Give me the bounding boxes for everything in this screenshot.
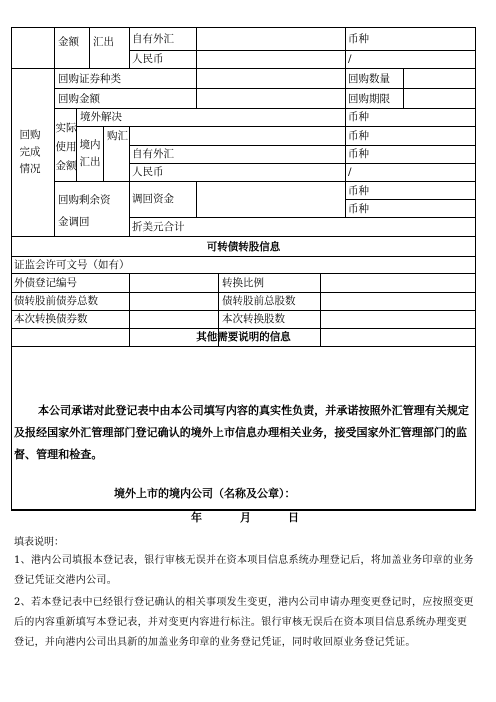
rule: [129, 163, 476, 164]
conversion-ratio-label: 转换比例: [222, 277, 264, 289]
buyback-term-label: 回购期限: [348, 93, 390, 105]
rule: [54, 181, 476, 182]
other-info-title: 其他需要说明的信息: [196, 331, 291, 343]
slash-mark: /: [348, 166, 352, 178]
company-seal-label: 境外上市的境内公司（名称及公章）：: [114, 487, 296, 500]
usd-total-label: 折美元合计: [132, 221, 185, 233]
declaration-text: 本公司承诺对此登记表中由本公司填写内容的真实性负责，并承诺按照外汇管理有关规定及报经国家外汇管理部门登记确认的境外上市信息办理相关业务，接受国家外汇管理部门的监督、管理和检查。: [14, 404, 469, 461]
currency-label: 币种: [348, 185, 369, 197]
rule: [345, 68, 346, 217]
currency-label: 币种: [348, 203, 369, 215]
date-day-label: 日: [288, 511, 299, 524]
other-info-field[interactable]: [12, 347, 475, 397]
purchase-fx-label: 购汇: [107, 130, 128, 142]
rule: [11, 236, 476, 237]
rmb-label: 人民币: [132, 53, 164, 65]
instruction-item-1: 1、港内公司填报本登记表，银行审核无误并在资本项目信息系统办理登记后，将加盖业务印章的业务登记凭证交港内公司。: [14, 555, 474, 586]
rule: [129, 126, 130, 236]
remaining-funds-label: 回购剩余资 金调回: [58, 194, 111, 228]
own-fx-label: 自有外汇: [132, 33, 174, 45]
shares-this-time-label: 本次转换股数: [222, 313, 285, 325]
buyback-quantity-label: 回购数量: [348, 73, 390, 85]
currency-label: 币种: [348, 148, 369, 160]
rule: [129, 50, 475, 51]
actual-use-amount-label: 实际 使用 金额: [55, 122, 77, 172]
rule: [403, 68, 404, 108]
table-border-right: [475, 27, 476, 510]
rule: [11, 273, 476, 274]
rule: [196, 68, 197, 108]
date-year-label: 年: [191, 511, 202, 524]
shares-before-label: 债转股前总股数: [222, 295, 296, 307]
rule: [345, 27, 346, 68]
instruction-item-2: 2、若本登记表中已经银行登记确认的相关事项发生变更，港内公司申请办理变更登记时，应按照变更后的内容重新填写本登记表，并对变更内容进行标注。银行审核无误后在资本项目信息系统办理变更登记，并向港内公司出具新的加盖业务印章的业务登记凭证，同时收回原业务登记凭证。: [14, 597, 474, 648]
rule: [129, 27, 130, 68]
rule: [129, 217, 476, 218]
csrc-permit-label: 证监会许可文号（如有）: [14, 259, 130, 271]
rule: [345, 199, 476, 200]
currency-label: 币种: [348, 111, 369, 123]
slash-mark: /: [348, 53, 352, 65]
table-border-left: [11, 27, 12, 510]
securities-type-label: 回购证券种类: [58, 73, 121, 85]
convertible-section-title: 可转债转股信息: [206, 241, 281, 253]
rule: [54, 108, 476, 109]
instructions-title: 填表说明：: [14, 537, 64, 548]
rule: [196, 27, 197, 68]
buyback-amount-label: 回购金额: [58, 93, 100, 105]
currency-label: 币种: [348, 130, 369, 142]
overseas-settle-label: 境外解决: [80, 111, 122, 123]
rmb-label: 人民币: [132, 166, 164, 178]
rule: [11, 256, 476, 257]
rule: [11, 292, 476, 293]
rule: [89, 27, 90, 68]
rule: [11, 310, 476, 311]
amount-label: 金额: [58, 36, 79, 48]
rule: [11, 68, 476, 69]
own-fx-label: 自有外汇: [132, 148, 174, 160]
transfer-back-label: 调回资金: [132, 193, 174, 205]
rule: [76, 126, 476, 127]
bonds-before-label: 债转股前债券总数: [14, 295, 98, 307]
rule: [196, 181, 197, 217]
table-border-top: [11, 27, 476, 28]
rule: [129, 145, 476, 146]
rule: [103, 126, 104, 181]
bonds-this-time-label: 本次转换债券数: [14, 313, 88, 325]
remit-out-label: 汇出: [93, 36, 114, 48]
buyback-section-title: 回购 完成 情况: [19, 129, 41, 175]
currency-label: 币种: [348, 33, 369, 45]
rule: [11, 328, 476, 329]
rule: [54, 88, 476, 89]
domestic-remit-label: 境内 汇出: [79, 139, 101, 168]
foreign-debt-no-label: 外债登记编号: [14, 277, 77, 289]
date-month-label: 月: [240, 511, 251, 524]
